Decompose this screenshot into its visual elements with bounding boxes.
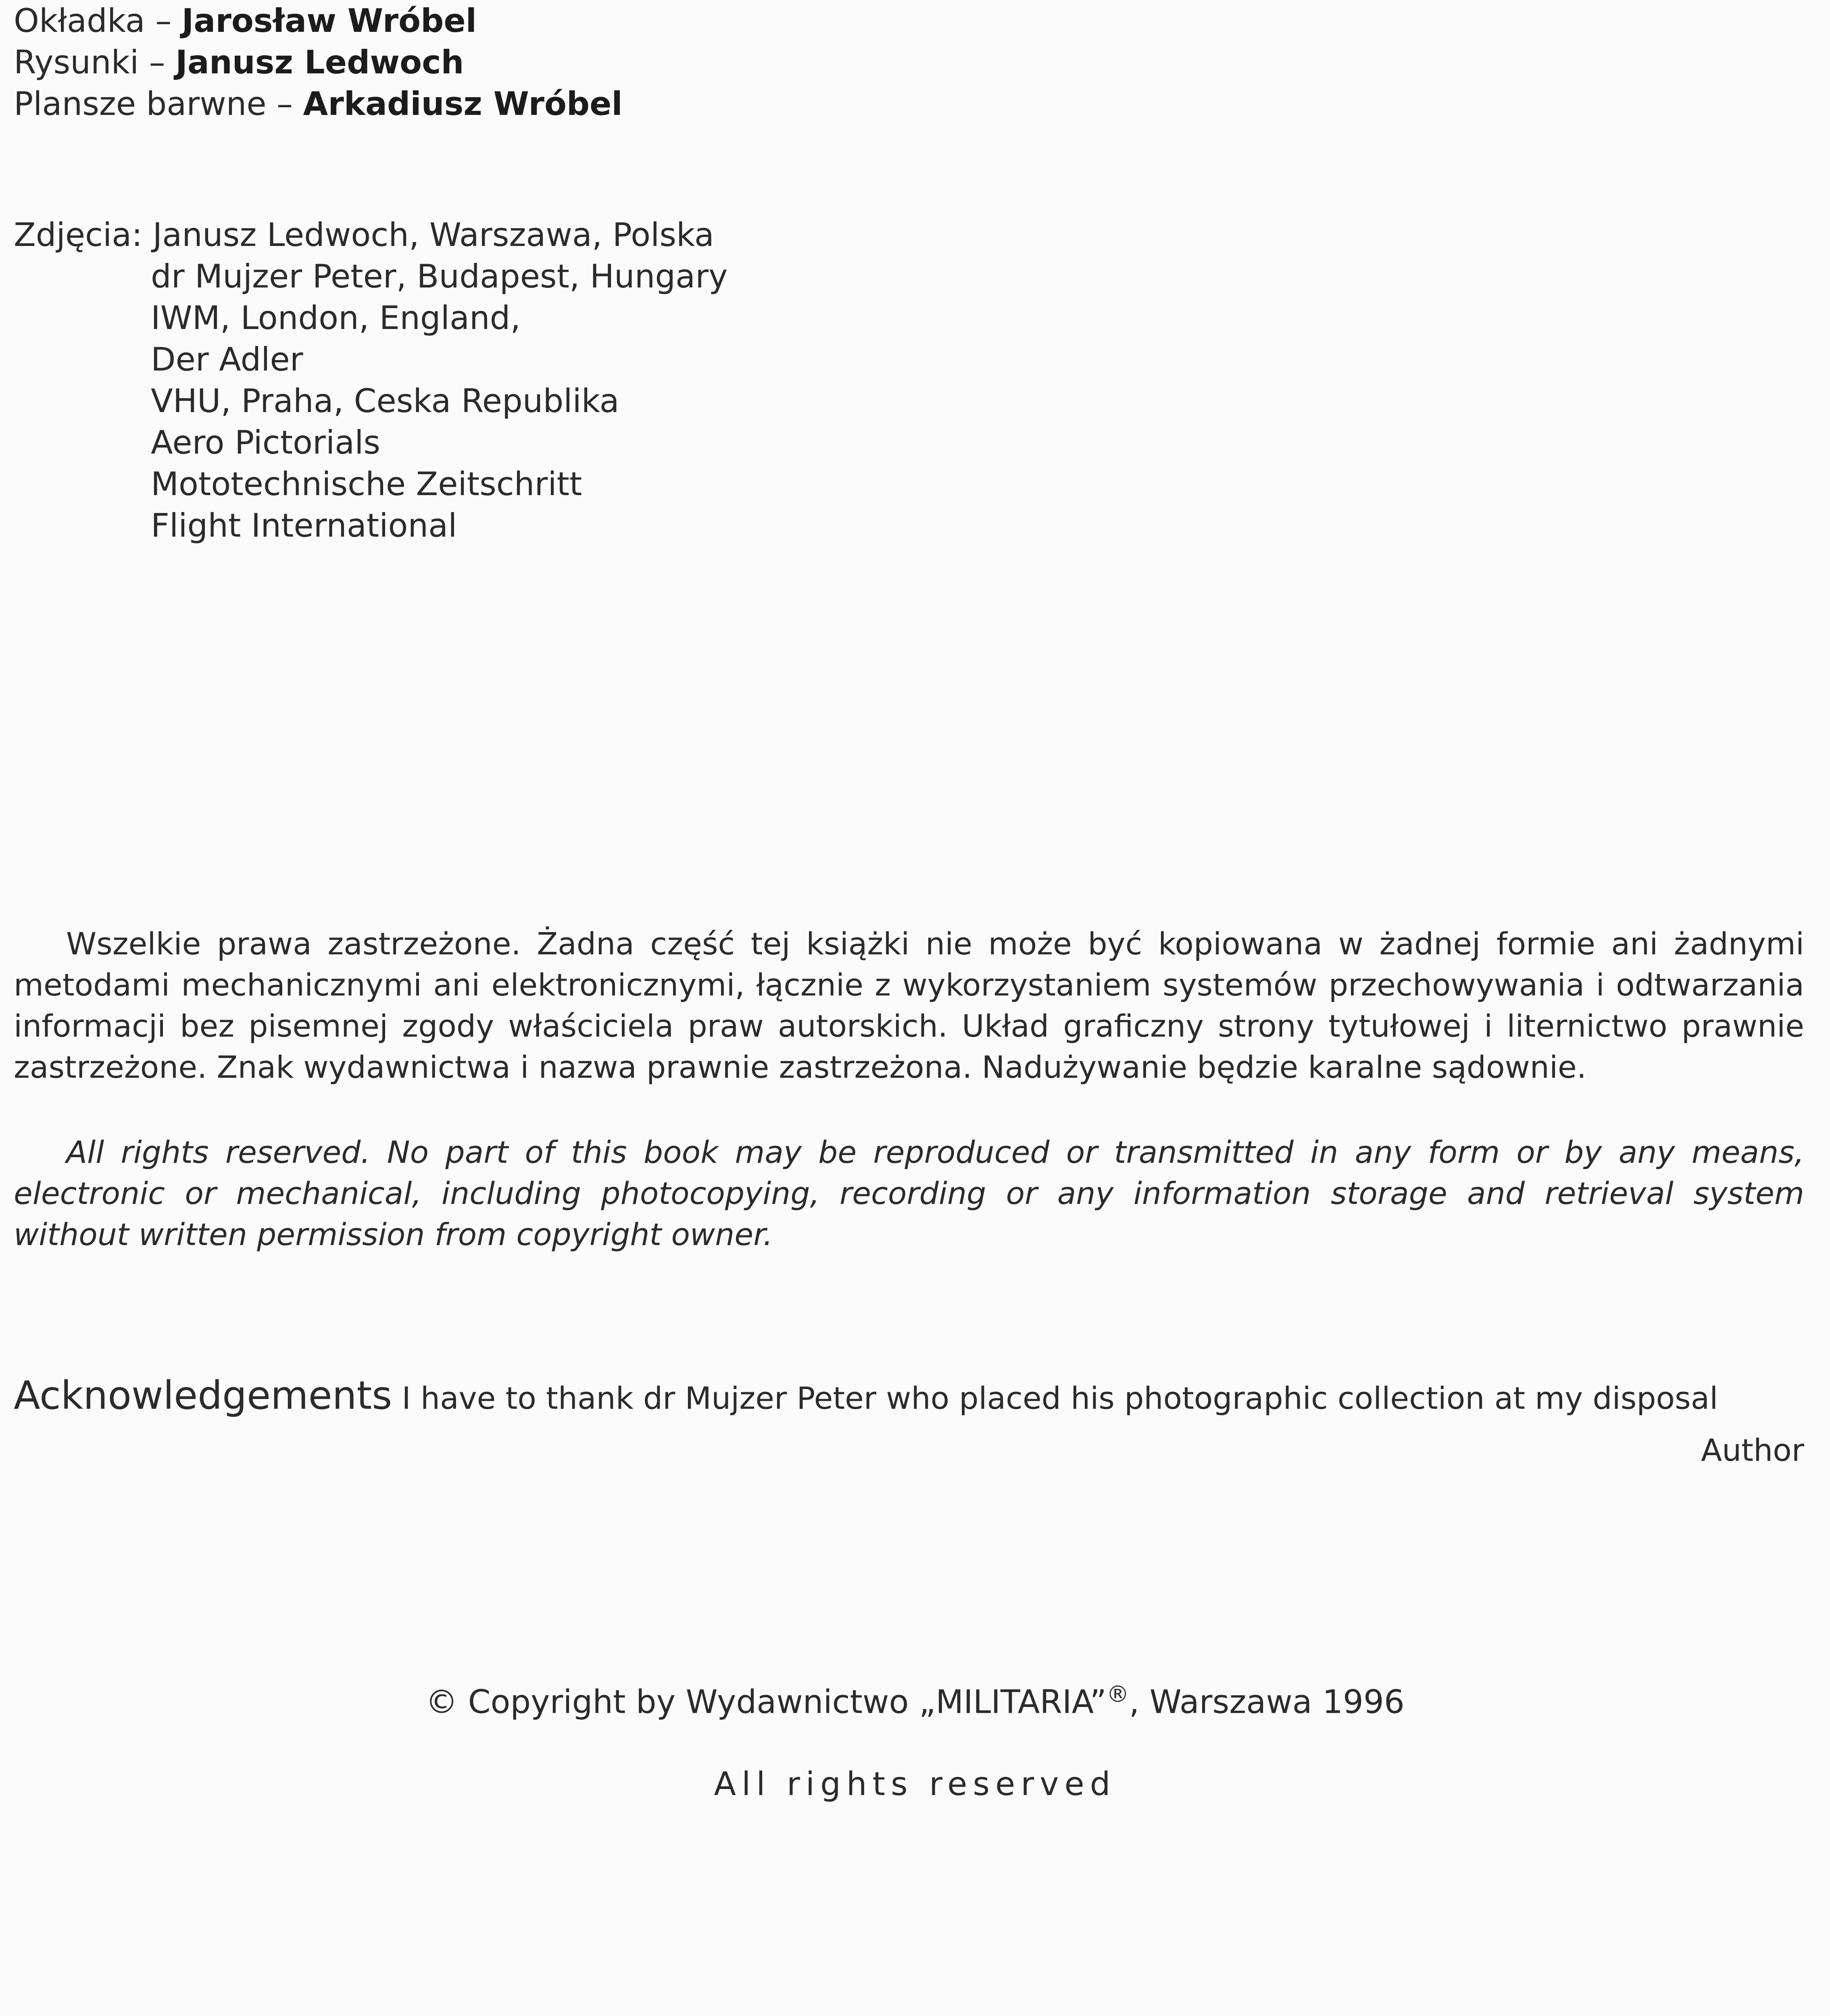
photo-source: Aero Pictorials [151, 424, 381, 461]
copyright-suffix: , Warszawa 1996 [1129, 1683, 1405, 1721]
acknowledgements-title: Acknowledgements [14, 1373, 392, 1418]
photo-source: Mototechnische Zeitschritt [151, 465, 582, 503]
photo-source: dr Mujzer Peter, Budapest, Hungary [151, 258, 728, 295]
photo-credits [14, 214, 728, 544]
credit-drawings [14, 42, 623, 83]
credit-role: Plansze barwne – [14, 85, 303, 123]
credit-role: Okładka – [14, 2, 182, 40]
all-rights-reserved: All rights reserved [714, 1765, 1116, 1803]
acknowledgements [14, 1375, 1804, 1419]
copyright-prefix: © Copyright by Wydawnictwo „MILITARIA” [425, 1683, 1107, 1721]
credit-color-plates [14, 83, 623, 125]
acknowledgements-text: I have to thank dr Mujzer Peter who placed his photographic collection at my disposal [392, 1380, 1718, 1416]
credits-block [14, 0, 623, 125]
credit-role: Rysunki – [14, 44, 176, 81]
rights-notice-english: All rights reserved. No part of this book may be reproduced or transmitted in any form or by any means, electronic or mechanical, including photocopying, recording or any information storage and retrieval system without written permission from copyright owner. [14, 1134, 1804, 1252]
rights-notice-polish: Wszelkie prawa zastrzeżone. Żadna część tej książki nie może być kopiowana w żadnej formie ani żadnymi metodami mechanicznymi ani elektronicznymi, łącznie z wykorzystaniem systemów przechowywania i odtwarzania informacji bez pisemnej zgody właściciela praw autorskich. Układ graficzny strony tytułowej i liternictwo prawnie zastrzeżone. Znak wydawnictwa i nazwa prawnie zastrzeżona. Nadużywanie będzie karalne sądownie. [14, 926, 1804, 1085]
credit-cover [14, 0, 623, 42]
registered-mark: ® [1106, 1681, 1129, 1708]
credit-name: Janusz Ledwoch [175, 44, 464, 81]
credit-name: Arkadiusz Wróbel [303, 85, 623, 123]
photo-source: Flight International [151, 507, 457, 544]
photo-source: IWM, London, England, [151, 299, 521, 337]
photo-sources-list [151, 256, 727, 546]
photo-source: VHU, Praha, Ceska Republika [151, 382, 619, 420]
copyright-line [0, 1681, 1830, 1721]
photo-credits-label: Zdjęcia: Janusz Ledwoch, Warszawa, Polska [14, 216, 714, 254]
acknowledgements-signature: Author [1701, 1432, 1804, 1468]
photo-source: Der Adler [151, 341, 303, 378]
credit-name: Jarosław Wróbel [181, 2, 477, 40]
